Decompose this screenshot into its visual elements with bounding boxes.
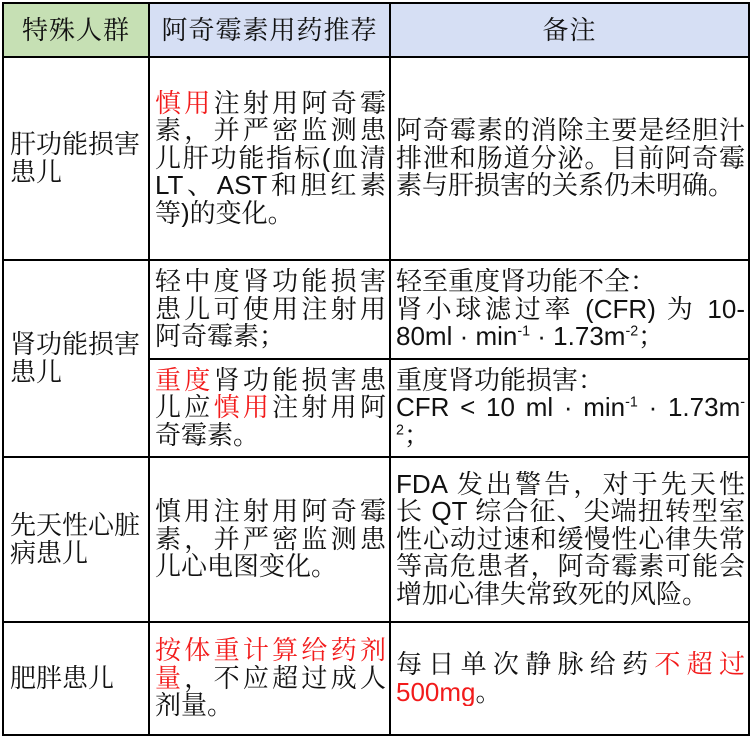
recommendation-cell <box>149 457 390 622</box>
text-run: 肾小球滤过率 (CFR) 为 10- <box>396 295 745 324</box>
recommendation-cell <box>149 260 390 359</box>
population-label-line: 肝功能损害 <box>10 131 141 159</box>
text-run: 阿奇霉素； <box>155 323 286 351</box>
population-label <box>10 331 146 386</box>
recommendation-paragraph <box>155 90 386 228</box>
highlighted-text: 慎用 <box>213 394 273 422</box>
remarks-paragraph <box>396 651 745 706</box>
superscript-text: -1 <box>625 394 638 411</box>
highlighted-text: 量 <box>155 664 185 693</box>
text-run: 重度肾功能损害： <box>396 366 605 395</box>
remarks-line <box>396 172 745 200</box>
text-run: 。 <box>475 678 502 706</box>
recommendation-paragraph <box>155 637 386 720</box>
text-run: · 1.73m <box>530 323 626 351</box>
text-run: 素，并严密监测患 <box>155 117 386 145</box>
text-run: 等高危患者，阿奇霉素可能会 <box>396 553 745 581</box>
remarks-paragraph <box>396 117 745 200</box>
recommendation-line <box>155 422 386 450</box>
text-run: 长 QT 综合征、尖端扭转型室 <box>396 498 745 526</box>
header-row <box>3 3 749 57</box>
recommendation-line <box>155 117 386 145</box>
population-cell <box>3 57 149 260</box>
recommendation-line <box>155 268 386 296</box>
highlighted-text: 重度 <box>155 366 214 395</box>
table-row <box>3 622 749 735</box>
population-label-line: 病患儿 <box>10 539 89 567</box>
population-label <box>10 512 146 567</box>
remarks-paragraph <box>396 471 745 609</box>
remarks-paragraph <box>396 367 745 395</box>
text-run: 素与肝损害的关系仍未明确。 <box>396 172 735 200</box>
text-run: 轻至重度肾功能不全： <box>396 268 657 296</box>
text-run: 剂量。 <box>155 692 234 720</box>
text-run: 肾功能损害患 <box>213 366 386 395</box>
text-run: 阿奇霉素的消除主要是经胆汁 <box>396 117 745 145</box>
population-cell <box>3 457 149 622</box>
special-populations-table <box>2 2 750 736</box>
population-label-line: 肾功能损害 <box>10 331 141 359</box>
superscript-text: -1 <box>517 323 531 340</box>
highlighted-text: 按体重计算给药剂 <box>155 637 386 665</box>
recommendation-line <box>155 323 386 351</box>
text-run: 儿应 <box>155 394 214 422</box>
text-run: 等)的变化。 <box>155 199 294 228</box>
remarks-line <box>396 471 745 499</box>
remarks-text <box>396 651 745 706</box>
recommendation-text <box>155 637 386 720</box>
recommendation-line <box>155 637 386 665</box>
table-row <box>3 457 749 622</box>
remarks-line <box>396 323 745 351</box>
table-row <box>3 260 749 359</box>
population-label-line: 患儿 <box>10 158 63 186</box>
recommendation-line <box>155 200 386 228</box>
text-run: 排泄和肠道分泌。目前阿奇霉 <box>396 144 745 173</box>
text-run: LT、AST和胆红素 <box>155 172 386 200</box>
recommendation-line <box>155 172 386 200</box>
remarks-line <box>396 553 745 581</box>
remarks-cell <box>390 57 749 260</box>
text-run: 慎用注射用阿奇霉 <box>155 498 386 526</box>
text-run: · 1.73m <box>637 394 741 422</box>
remarks-line <box>396 679 745 707</box>
text-run: 注射用阿 <box>272 394 386 422</box>
recommendation-text <box>155 367 386 450</box>
recommendation-line <box>155 526 386 554</box>
population-label-line: 先天性心脏 <box>10 512 141 540</box>
recommendation-line <box>155 498 386 526</box>
recommendation-paragraph <box>155 268 386 351</box>
recommendation-text <box>155 90 386 228</box>
recommendation-text <box>155 268 386 351</box>
remarks-text <box>396 471 745 609</box>
remarks-cell <box>390 622 749 735</box>
recommendation-line <box>155 394 386 422</box>
population-cell <box>3 622 149 735</box>
table-body <box>3 57 749 735</box>
highlighted-text: 500mg <box>396 678 476 706</box>
remarks-line <box>396 367 745 395</box>
text-run: ； <box>403 421 430 450</box>
remarks-paragraph <box>396 296 745 351</box>
table-row <box>3 57 749 260</box>
header-population: 特殊人群 <box>3 3 149 57</box>
text-run: 儿肝功能指标(血清 <box>155 144 386 173</box>
text-run: FDA 发出警告，对于先天性 <box>396 470 745 499</box>
text-run: 性心动过速和缓慢性心律失常 <box>396 525 745 554</box>
recommendation-line <box>155 145 386 173</box>
superscript-text: -2 <box>625 323 639 340</box>
text-run: ； <box>638 323 665 351</box>
remarks-line <box>396 394 745 422</box>
remarks-cell <box>390 457 749 622</box>
text-run: 每日单次静脉给药 <box>396 651 655 679</box>
text-run: 奇霉素。 <box>155 421 260 450</box>
text-run: ，不应超过成人 <box>184 664 386 693</box>
remarks-text <box>396 117 745 200</box>
population-label-line: 肥胖患儿 <box>10 664 115 693</box>
superscript-text: - <box>740 394 745 411</box>
recommendation-line <box>155 553 386 581</box>
recommendation-cell <box>149 622 390 735</box>
table-head <box>3 3 749 57</box>
text-run: 增加心律失常致死的风险。 <box>396 580 709 609</box>
recommendation-paragraph <box>155 367 386 450</box>
recommendation-line <box>155 692 386 720</box>
remarks-text <box>396 367 745 450</box>
recommendation-line <box>155 296 386 324</box>
text-run: 患儿可使用注射用 <box>155 295 386 324</box>
text-run: 素，并严密监测患 <box>155 525 386 554</box>
remarks-line <box>396 422 745 450</box>
remarks-line <box>396 498 745 526</box>
recommendation-cell <box>149 359 390 457</box>
remarks-line <box>396 651 745 679</box>
remarks-cell <box>390 260 749 359</box>
remarks-line <box>396 117 745 145</box>
population-cell <box>3 260 149 457</box>
remarks-line <box>396 145 745 173</box>
recommendation-line <box>155 90 386 118</box>
text-run: 儿心电图变化。 <box>155 553 338 581</box>
superscript-text: 2 <box>396 422 404 439</box>
recommendation-line <box>155 665 386 693</box>
text-run: 80ml · min <box>396 323 518 351</box>
text-run: CFR < 10 ml · min <box>396 394 626 422</box>
remarks-paragraph <box>396 394 745 449</box>
header-remarks: 备注 <box>390 3 749 57</box>
population-label <box>10 665 146 693</box>
remarks-text <box>396 268 745 351</box>
remarks-line <box>396 268 745 296</box>
text-run: 注射用阿奇霉 <box>213 89 386 118</box>
highlighted-text: 慎用 <box>155 89 214 118</box>
highlighted-text: 不超过 <box>654 651 745 679</box>
population-label <box>10 131 146 186</box>
remarks-paragraph <box>396 268 745 296</box>
remarks-cell <box>390 359 749 457</box>
recommendation-line <box>155 367 386 395</box>
recommendation-text <box>155 498 386 581</box>
remarks-line <box>396 526 745 554</box>
population-label-line: 患儿 <box>10 358 63 386</box>
recommendation-cell <box>149 57 390 260</box>
header-recommendation: 阿奇霉素用药推荐 <box>149 3 390 57</box>
text-run: 轻中度肾功能损害 <box>155 268 386 296</box>
remarks-line <box>396 296 745 324</box>
recommendation-paragraph <box>155 498 386 581</box>
remarks-line <box>396 581 745 609</box>
